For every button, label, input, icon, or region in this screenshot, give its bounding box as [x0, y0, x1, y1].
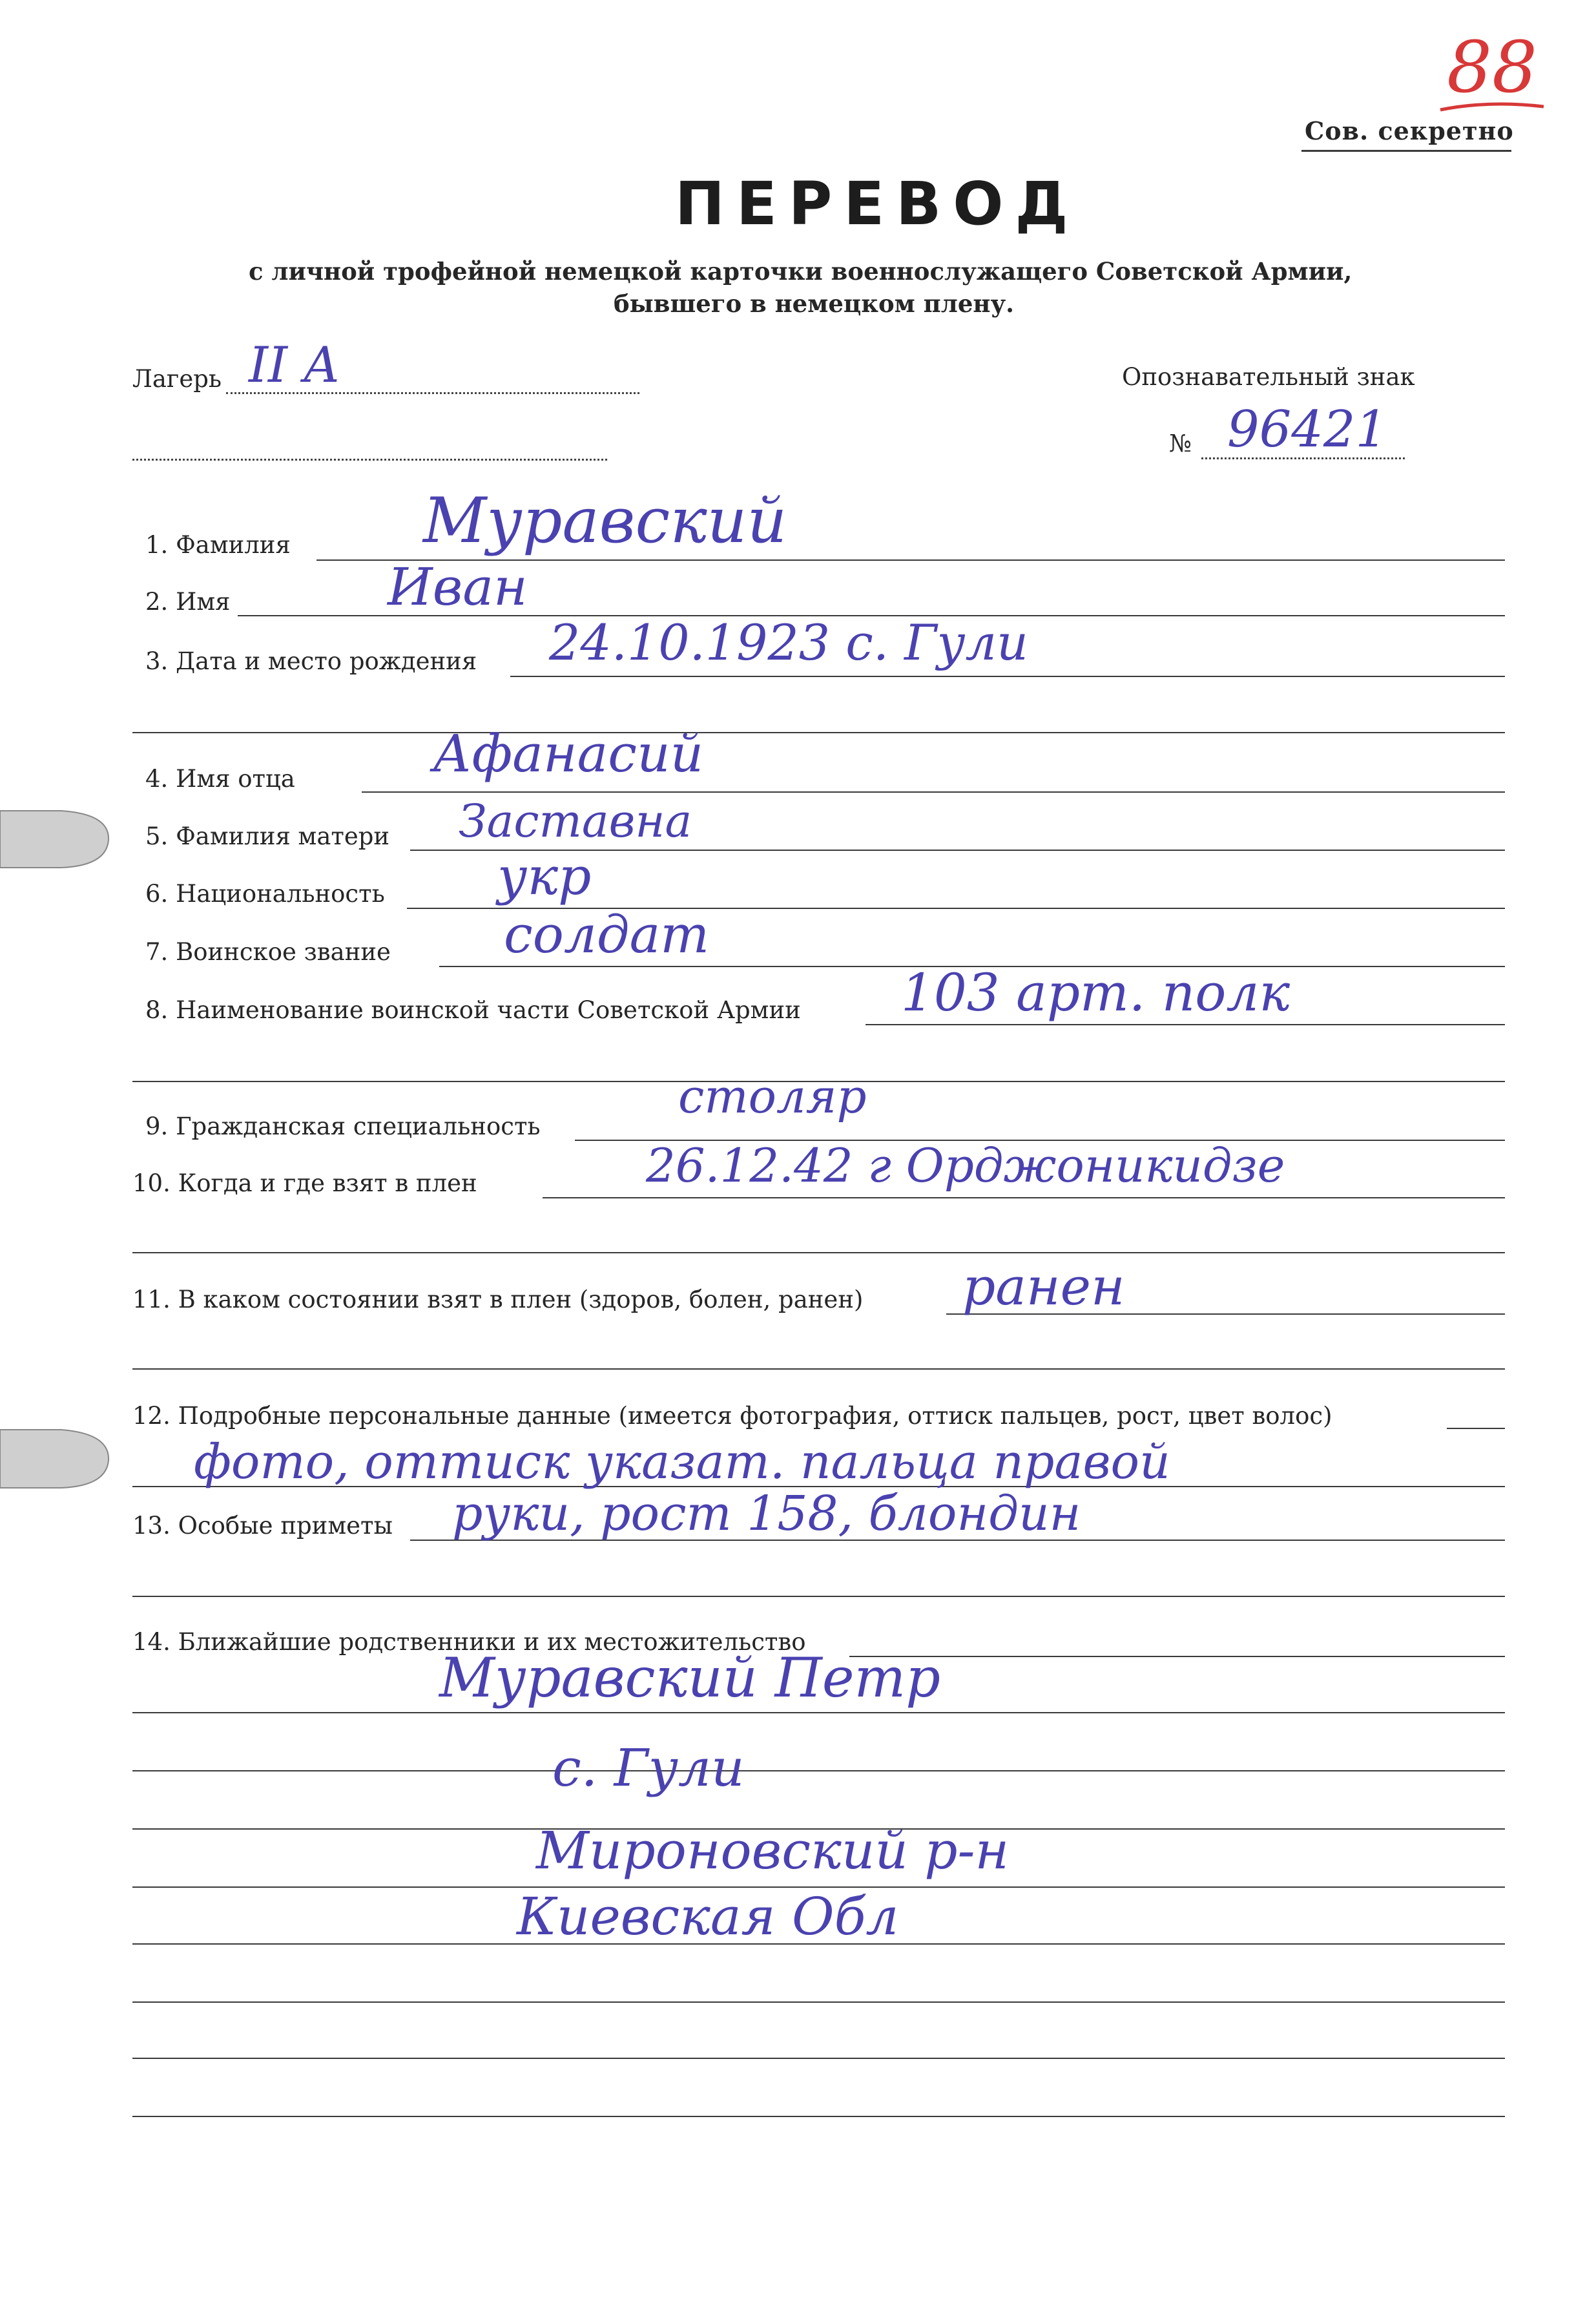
- field-14-line-8: [132, 2058, 1505, 2059]
- ident-label: Опознавательный знак: [1122, 363, 1415, 391]
- field-14-line-2: [132, 1712, 1505, 1713]
- relative-line-2: с. Гули: [552, 1738, 745, 1798]
- camp-line-2: [132, 459, 607, 461]
- field-14-line-6: [132, 1943, 1505, 1945]
- classification-stamp: Сов. секретно: [1305, 116, 1514, 145]
- field-14-line-7: [132, 2001, 1505, 2003]
- field-1-label: 1. Фамилия: [145, 531, 291, 559]
- field-14-line-3: [132, 1770, 1505, 1771]
- field-4-value: Афанасий: [433, 724, 704, 784]
- field-10-line-2: [132, 1252, 1505, 1253]
- camp-value: II А: [249, 336, 340, 393]
- document-subtitle-line2: бывшего в немецком плену.: [614, 289, 1015, 318]
- field-5-value: Заставна: [459, 795, 692, 848]
- relative-line-3: Мироновский р-н: [536, 1821, 1010, 1881]
- document-subtitle-line1: с личной трофейной немецкой карточки военнослужащего Советской Армии,: [249, 257, 1352, 286]
- camp-label: Лагерь: [132, 365, 222, 393]
- field-10-value: 26.12.42 г Орджоникидзе: [646, 1138, 1285, 1193]
- ident-no-label: №: [1169, 430, 1192, 457]
- document-title: ПЕРЕВОД: [675, 169, 1080, 238]
- punch-hole-bottom: [0, 1425, 113, 1496]
- field-1-value: Муравский: [423, 485, 787, 557]
- page-number: 88: [1447, 26, 1537, 109]
- field-11-value: ранен: [962, 1257, 1125, 1317]
- field-3-line-2: [132, 732, 1505, 733]
- field-13-value: руки, рост 158, блондин: [452, 1486, 1081, 1541]
- field-11-line-2: [132, 1368, 1505, 1370]
- field-8-line: [865, 1024, 1505, 1025]
- field-14-line: [849, 1656, 1505, 1657]
- classification-underline: [1301, 150, 1511, 152]
- field-11-label: 11. В каком состоянии взят в плен (здоров, болен, ранен): [132, 1286, 864, 1313]
- field-10-line: [543, 1197, 1505, 1198]
- field-6-value: укр: [497, 846, 592, 906]
- field-12-value: фото, оттиск указат. пальца правой: [194, 1434, 1170, 1490]
- field-6-label: 6. Национальность: [145, 880, 385, 908]
- field-9-label: 9. Гражданская специальность: [145, 1112, 541, 1140]
- field-4-label: 4. Имя отца: [145, 765, 295, 793]
- field-4-line: [362, 791, 1505, 793]
- field-13-label: 13. Особые приметы: [132, 1512, 393, 1540]
- field-2-label: 2. Имя: [145, 588, 231, 616]
- field-14-line-9: [132, 2116, 1505, 2117]
- field-14-label: 14. Ближайшие родственники и их местожительство: [132, 1628, 806, 1656]
- field-3-line: [510, 676, 1505, 677]
- page-number-underline: [1437, 97, 1547, 116]
- field-10-label: 10. Когда и где взят в плен: [132, 1169, 477, 1197]
- field-13-line-2: [132, 1596, 1505, 1597]
- field-12-line: [1447, 1428, 1505, 1429]
- field-9-value: столяр: [678, 1069, 867, 1123]
- relative-line-1: Муравский Петр: [439, 1646, 940, 1709]
- field-7-label: 7. Воинское звание: [145, 938, 391, 966]
- field-3-label: 3. Дата и место рождения: [145, 647, 477, 675]
- field-2-value: Иван: [388, 557, 528, 617]
- relative-line-4: Киевская Обл: [517, 1886, 899, 1947]
- field-7-value: солдат: [504, 904, 710, 965]
- field-12-label: 12. Подробные персональные данные (имеется фотография, оттиск пальцев, рост, цвет волос): [132, 1402, 1332, 1430]
- field-8-value: 103 арт. полк: [901, 963, 1290, 1023]
- field-8-label: 8. Наименование воинской части Советской Армии: [145, 996, 801, 1024]
- field-3-value: 24.10.1923 с. Гули: [549, 614, 1028, 671]
- punch-hole-top: [0, 804, 113, 875]
- field-5-label: 5. Фамилия матери: [145, 822, 390, 850]
- ident-value: 96421: [1227, 401, 1388, 459]
